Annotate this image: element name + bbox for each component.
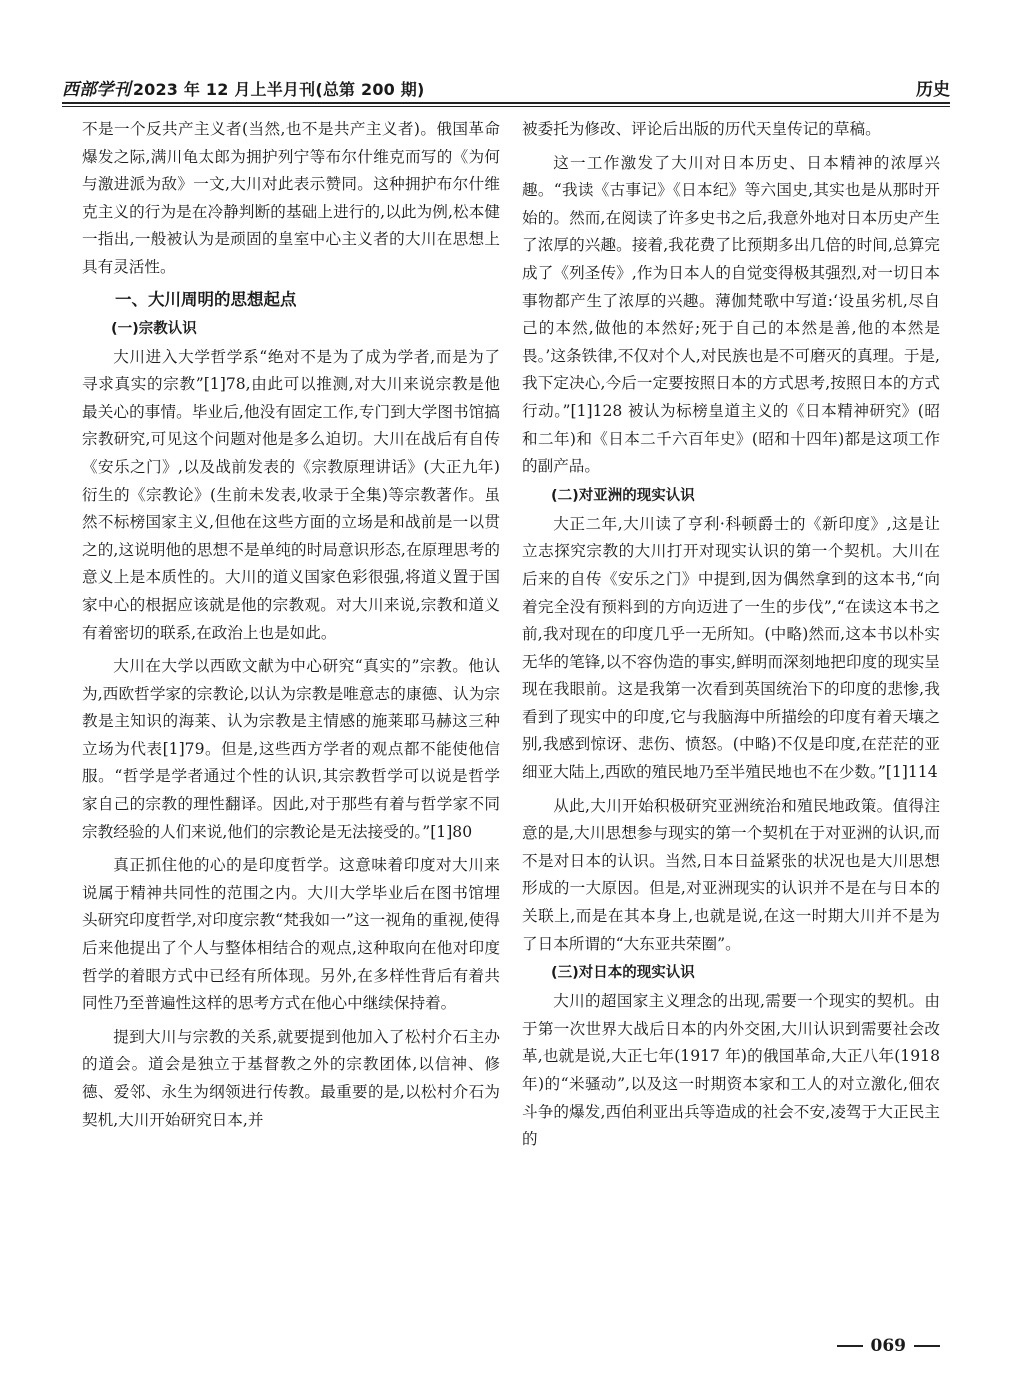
paragraph: 大正二年,大川读了亨利·科顿爵士的《新印度》,这是让立志探究宗教的大川打开对现实认识的第一个契机。大川在后来的自传《安乐之门》中提到,因为偶然拿到的这本书,“向着完全没有预料到的方向迈进了一生的步伐”,“在读这本书之前,我对现在的印度几乎一无所知。(中略)然而,这本书以朴实无华的笔锋,以不容伪造的事实,鲜明而深刻地把印度的现实呈现在我眼前。这是我第一次看到英国统治下的印度的悲惨,我看到了现实中的印度,它与我脑海中所描绘的印度有着天壤之别,我感到惊讶、悲伤、愤怒。(中略)不仅是印度,在茫茫的亚细亚大陆上,西欧的殖民地乃至半殖民地也不在少数。”[1]114 [522,514,940,782]
subsection-heading: (二)对亚洲的现实认识 [551,487,695,504]
paragraph: 这一工作激发了大川对日本历史、日本精神的浓厚兴趣。“我读《古事记》《日本纪》等六国史,其实也是从那时开始的。然而,在阅读了许多史书之后,我意外地对日本历史产生了浓厚的兴趣。接着,我花费了比预期多出几倍的时间,总算完成了《列圣传》,作为日本人的自觉变得极其强烈,对一切日本事物都产生了浓厚的兴趣。薄伽梵歌中写道:‘设虽劣机,尽自己的本然,做他的本然好;死于自己的本然是善,他的本然是畏。’这条铁律,不仅对个人,对民族也是不可磨灭的真理。于是,我下定决心,今后一定要按照日本的方式思考,按照日本的方式行动。”[1]128 被认为标榜皇道主义的《日本精神研究》(昭和二年)和《日本二千六百年史》(昭和十四年)都是这项工作的副产品。 [522,153,940,476]
paragraph: 被委托为修改、评论后出版的历代天皇传记的草稿。 [522,120,881,138]
section-heading: 一、大川周明的思想起点 [115,289,297,309]
section-label: 历史 [916,80,950,100]
page-header [62,70,950,100]
header-rule-thin [62,106,950,107]
page-number: 069 [870,1336,906,1356]
left-column [82,116,500,1134]
paragraph: 不是一个反共产主义者(当然,也不是共产主义者)。俄国革命爆发之际,满川龟太郎为拥护列宁等布尔什维克而写的《为何与激进派为敌》一文,大川对此表示赞同。这种拥护布尔什维克主义的行为是在冷静判断的基础上进行的,以此为例,松本健一指出,一般被认为是顽固的皇室中心主义者的大川在思想上具有灵活性。 [82,120,500,276]
footer-dash-left [837,1345,863,1347]
footer-dash-right [914,1345,940,1347]
issue-info: 2023 年 12 月上半月刊(总第 200 期) [132,80,425,99]
journal-masthead [62,75,425,100]
paragraph: 大川的超国家主义理念的出现,需要一个现实的契机。由于第一次世界大战后日本的内外交困,大川认识到需要社会改革,也就是说,大正七年(1917 年)的俄国革命,大正八年(1918 年)的“米骚动”,以及这一时期资本家和工人的对立激化,佃农斗争的爆发,西伯利亚出兵等造成的社会不安,凌驾于大正民主的 [522,992,940,1149]
paragraph: 大川进入大学哲学系“绝对不是为了成为学者,而是为了寻求真实的宗教”[1]78,由此可以推测,对大川来说宗教是他最关心的事情。毕业后,他没有固定工作,专门到大学图书馆搞宗教研究,可见这个问题对他是多么迫切。大川在战后有自传《安乐之门》,以及战前发表的《宗教原理讲话》(大正九年)衍生的《宗教论》(生前未发表,收录于全集)等宗教著作。虽然不标榜国家主义,但他在这些方面的立场是和战前是一以贯之的,这说明他的思想不是单纯的时局意识形态,在原理思考的意义上是本质性的。大川的道义国家色彩很强,将道义置于国家中心的根据应该就是他的宗教观。对大川来说,宗教和道义有着密切的联系,在政治上也是如此。 [82,347,500,642]
paragraph: 提到大川与宗教的关系,就要提到他加入了松村介石主办的道会。道会是独立于基督教之外的宗教团体,以信神、修德、爱邻、永生为纲领进行传教。最重要的是,以松村介石为契机,大川开始研究日本,并 [82,1027,500,1129]
paragraph: 从此,大川开始积极研究亚洲统治和殖民地政策。值得注意的是,大川思想参与现实的第一个契机在于对亚洲的认识,而不是对日本的认识。当然,日本日益紧张的状况也是大川思想形成的一大原因。但是,对亚洲现实的认识并不是在与日本的关联上,而是在其本身上,也就是说,在这一时期大川并不是为了日本所谓的“大东亚共荣圈”。 [522,796,940,953]
subsection-heading: (一)宗教认识 [111,320,197,337]
header-rule [62,102,950,104]
right-column [522,116,940,1154]
subsection-heading: (三)对日本的现实认识 [551,965,695,982]
journal-logo: 西部学刊 [62,80,131,100]
page-footer [837,1336,941,1356]
paragraph: 真正抓住他的心的是印度哲学。这意味着印度对大川来说属于精神共同性的范围之内。大川大学毕业后在图书馆埋头研究印度哲学,对印度宗教“梵我如一”这一视角的重视,使得后来他提出了个人与整体相结合的观点,这种取向在他对印度哲学的着眼方式中已经有所体现。另外,在多样性背后有着共同性乃至普遍性这样的思考方式在他心中继续保持着。 [82,856,500,1013]
paragraph: 大川在大学以西欧文献为中心研究“真实的”宗教。他认为,西欧哲学家的宗教论,以认为宗教是唯意志的康德、认为宗教是主知识的海莱、认为宗教是主情感的施莱耶马赫这三种立场为代表[1]79。但是,这些西方学者的观点都不能使他信服。“哲学是学者通过个性的认识,其宗教哲学可以说是哲学家自己的宗教的理性翻译。因此,对于那些有着与哲学家不同宗教经验的人们来说,他们的宗教论是无法接受的。”[1]80 [82,657,500,841]
